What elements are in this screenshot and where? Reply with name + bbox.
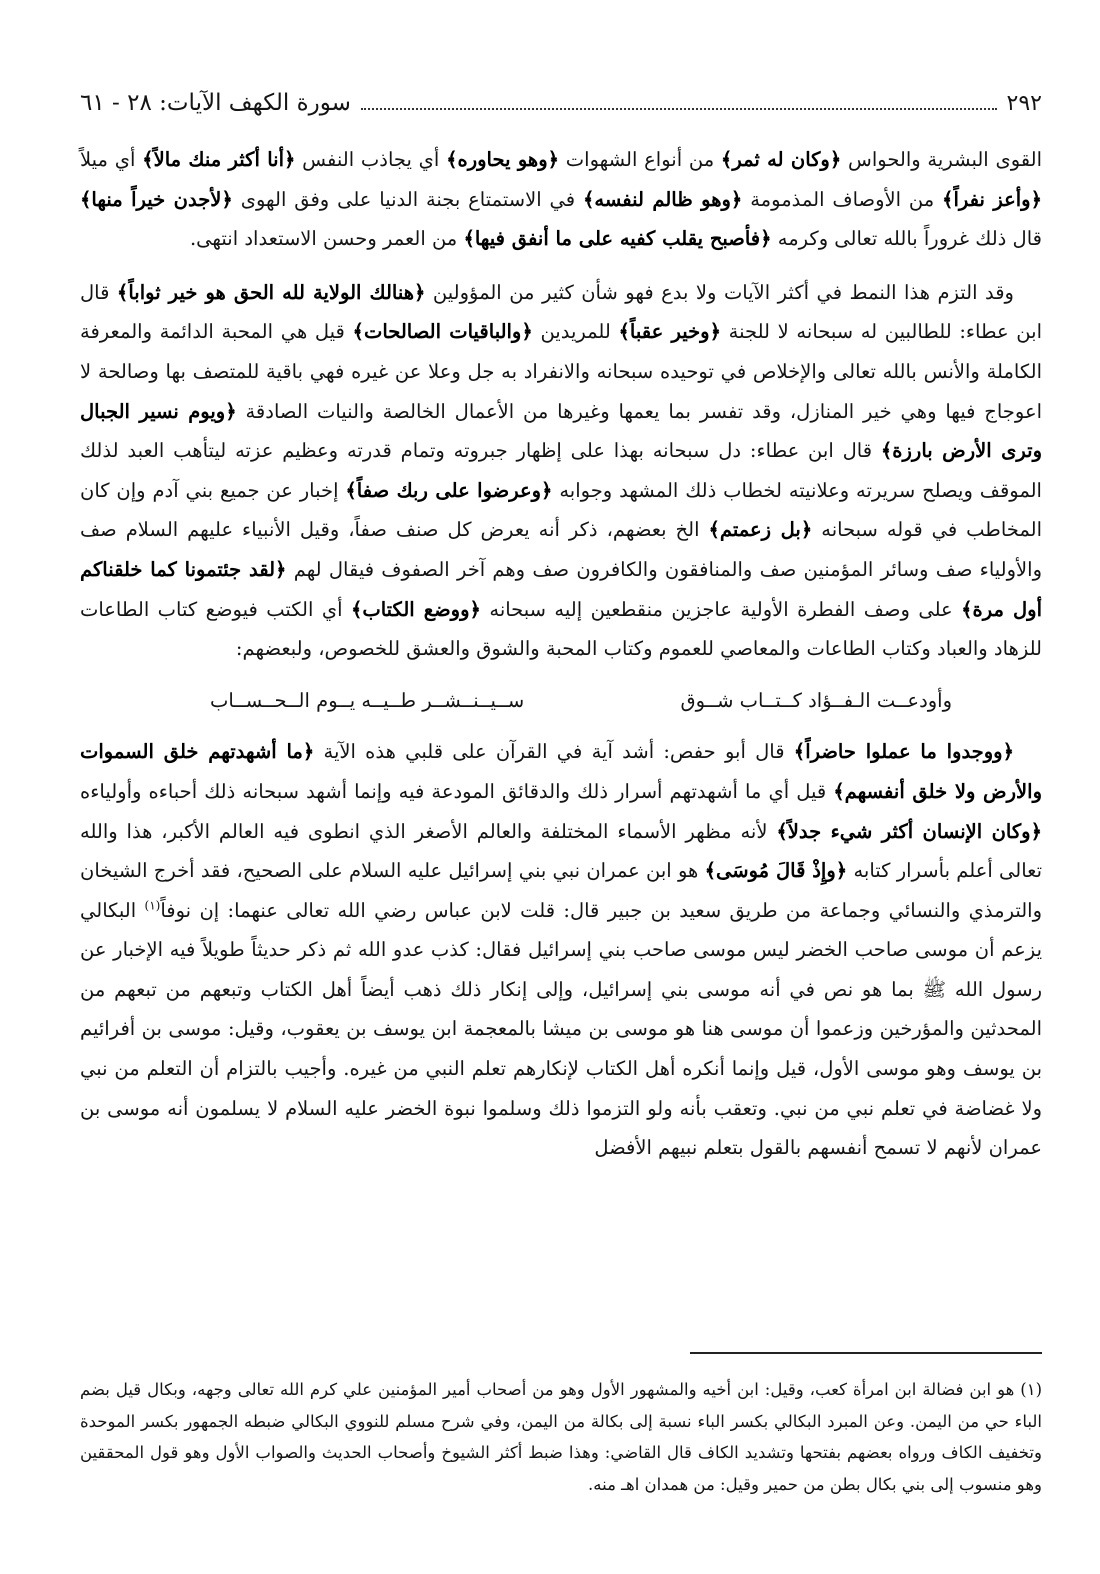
text-run: في الاستمتاع بجنة الدنيا على وفق الهوى	[232, 187, 583, 211]
text-run: من العمر وحسن الاستعداد انتهى.	[189, 227, 464, 251]
text-run: قال أبو حفص: أشد آية في القرآن على قلبي هذه الآية	[314, 740, 794, 764]
text-run: أي ميلاً	[80, 148, 143, 171]
text-run: قال ذلك غروراً بالله تعالى وكرمه	[771, 227, 1042, 251]
quran-verse: ﴿والباقيات الصالحات﴾	[352, 320, 533, 344]
quran-verse: ﴿لقد جئتمونا كما خلقناكم أول مرة﴾	[80, 557, 1043, 621]
text-run: على وصف الفطرة الأولية عاجزين منقطعين إليه سبحانه	[480, 597, 962, 621]
main-text	[80, 140, 1042, 1168]
quran-verse: ﴿وإِذْ قَالَ مُوسَى﴾	[704, 859, 848, 883]
poem-verse	[80, 681, 1042, 721]
text-run: قال ابن عطاء: للطالبين له سبحانه لا للجنة	[80, 280, 1042, 344]
text-run: هو ابن عمران نبي بني إسرائيل عليه السلام على الصحيح، فقد أخرج الشيخان والترمذي والنسائي وجماعة من طريق سعيد بن جبير قال: قلت لابن عباس رضي الله تعالى عنهما: إن نوفاً	[80, 859, 1042, 922]
quran-verse: ﴿فأصبح يقلب كفيه على ما أنفق فيها﴾	[463, 227, 772, 251]
poem-first-hemistich: وأودعــت الـفــؤاد كــتــاب شــوق	[680, 688, 952, 712]
quran-verse: ﴿أنا أكثر منك مالاً﴾	[142, 148, 296, 171]
paragraph-3	[80, 732, 1042, 1168]
footnote-1	[80, 1374, 1042, 1500]
quran-verse: ﴿ووضع الكتاب﴾	[350, 597, 481, 621]
text-run: الخ بعضهم، ذكر أنه يعرض كل صنف صفاً، وقيل الأنبياء عليهم السلام صف والأولياء صف وسائر المؤمنين صف والمنافقون والكافرون صف وهم آخر الصفوف فيقال لهم	[80, 518, 1042, 581]
quran-verse: ﴿وأعز نفراً﴾	[942, 187, 1043, 211]
quran-verse: ﴿وعرضوا على ربك صفاً﴾	[345, 478, 553, 502]
paragraph-1	[80, 140, 1042, 259]
quran-verse: ﴿وكان له ثمر﴾	[720, 148, 842, 171]
text-run: قيل هي المحبة الدائمة والمعرفة الكاملة والأنس بالله تعالى والإخلاص في توحيده سبحانه والانفراد به جل وعلا عن غيره فهي باقية للمتصف بها وصالحة لا اعوجاج فيها وهي خير المنازل، وقد تفسر بما يعمها وغيرها من الأعمال الخالصة والنيات الصادقة	[80, 320, 1042, 423]
header-dot-leader	[361, 90, 997, 110]
surah-title: سورة الكهف الآيات: ٢٨ - ٦١	[80, 90, 351, 116]
quran-verse: ﴿لأجدن خيراً منها﴾	[80, 187, 233, 211]
text-run: البكالي يزعم أن موسى صاحب الخضر ليس موسى صاحب بني إسرائيل فقال: كذب عدو الله ثم ذكر حديثاً طويلاً فيه الإخبار عن رسول الله ﷺ بما هو نص في أنه موسى بني إسرائيل، وإلى إنكار ذلك ذهب أيضاً أهل الكتاب وتبعهم من تبعهم من المحدثين والمؤرخين وزعموا أن موسى هنا هو موسى بن ميشا بالمعجمة ابن يوسف بن يعقوب، وقيل: موسى بن أفرائيم بن يوسف وهو موسى الأول، قيل وإنما أنكره أهل الكتاب لإنكارهم تعلم النبي من غيره. وأجيب بالتزام أن التعلم من نبي ولا غضاضة في تعلم نبي من نبي. وتعقب بأنه ولو التزموا ذلك وسلموا نبوة الخضر عليه السلام لا يسلمون أنه موسى بن عمران لأنهم لا تسمح أنفسهم بالقول بتعلم نبيهم الأفضل	[80, 898, 1042, 1160]
quran-verse: ﴿وكان الإنسان أكثر شيء جدلاً﴾	[776, 819, 1042, 843]
page-number: ٢٩٢	[1006, 91, 1042, 116]
footnote-separator	[690, 1352, 1042, 1354]
quran-verse: ﴿هنالك الولاية لله الحق هو خير ثواباً﴾	[116, 280, 426, 304]
text-run: أي يجاذب النفس	[295, 148, 447, 171]
quran-verse: ﴿وهو ظالم لنفسه﴾	[582, 187, 743, 211]
quran-verse: ﴿وهو يحاوره﴾	[446, 148, 560, 171]
text-run: إخبار عن جميع بني آدم وإن كان المخاطب في قوله سبحانه	[80, 478, 1042, 542]
text-run: قال ابن عطاء: دل سبحانه بهذا على إظهار جبروته وتمام قدرته وعظيم عزته ليتأهب العبد لذلك الموقف ويصلح سريرته وعلانيته لخطاب ذلك المشهد وجوابه	[80, 439, 1042, 502]
quran-verse: ﴿بل زعمتم﴾	[708, 518, 813, 542]
quran-verse: ﴿ووجدوا ما عملوا حاضراً﴾	[793, 740, 1014, 764]
poem-second-hemistich: ســيــنــشــر طــيــه يــوم الــحــســاب	[210, 688, 525, 712]
text-run: وقد التزم هذا النمط في أكثر الآيات ولا بدع فهو شأن كثير من المؤولين	[425, 280, 1014, 304]
text-run: قيل أي ما أشهدتهم أسرار ذلك والدقائق المودعة فيه وإنما أشهد سبحانه ذلك أحباءه وأولياءه	[80, 779, 834, 803]
text-run: القوى البشرية والحواس	[841, 148, 1043, 171]
text-run: للمريدين	[532, 320, 619, 344]
quran-verse: ﴿وخير عقباً﴾	[618, 320, 722, 344]
quran-verse: ﴿ما أشهدتهم خلق السموات والأرض ولا خلق أنفسهم﴾	[80, 740, 1042, 803]
footnote	[80, 1374, 1042, 1500]
footnote-text: هو ابن فضالة ابن امرأة كعب، وقيل: ابن أخيه والمشهور الأول وهو من أصحاب أمير المؤمنين علي كرم الله تعالى وجهه، وبكال قيل بضم الباء حي من اليمن. وعن المبرد البكالي بكسر الباء نسبة إلى بكالة من اليمن، وفي شرح مسلم للنووي البكالي ضبطه الجمهور بكسر الموحدة وتخفيف الكاف ورواه بعضهم بفتحها وتشديد الكاف قال القاضي: وهذا ضبط أكثر الشيوخ وأصحاب الحديث والصواب الأول وهو قول المحققين وهو منسوب إلى بني بكال بطن من حمير وقيل: من همدان اهـ منه.	[80, 1380, 1042, 1494]
running-header	[80, 86, 1042, 120]
text-run: من أنواع الشهوات	[559, 148, 721, 171]
text-run: لأنه مظهر الأسماء المختلفة والعالم الأصغر الذي انطوى فيه العالم الأكبر، هذا والله تعالى أعلم بأسرار كتابه	[80, 819, 1042, 883]
text-run: أي الكتب فيوضع كتاب الطاعات للزهاد والعباد وكتاب الطاعات والمعاصي للعموم وكتاب المحبة والشوق والعشق للخصوص، ولبعضهم:	[80, 597, 1042, 661]
footnote-marker: (١)	[1020, 1380, 1042, 1399]
footnote-reference[interactable]: (١)	[144, 898, 161, 913]
quran-verse: ﴿ويوم نسير الجبال وترى الأرض بارزة﴾	[80, 399, 1042, 463]
paragraph-2	[80, 273, 1042, 669]
text-run: من الأوصاف المذمومة	[742, 187, 943, 211]
